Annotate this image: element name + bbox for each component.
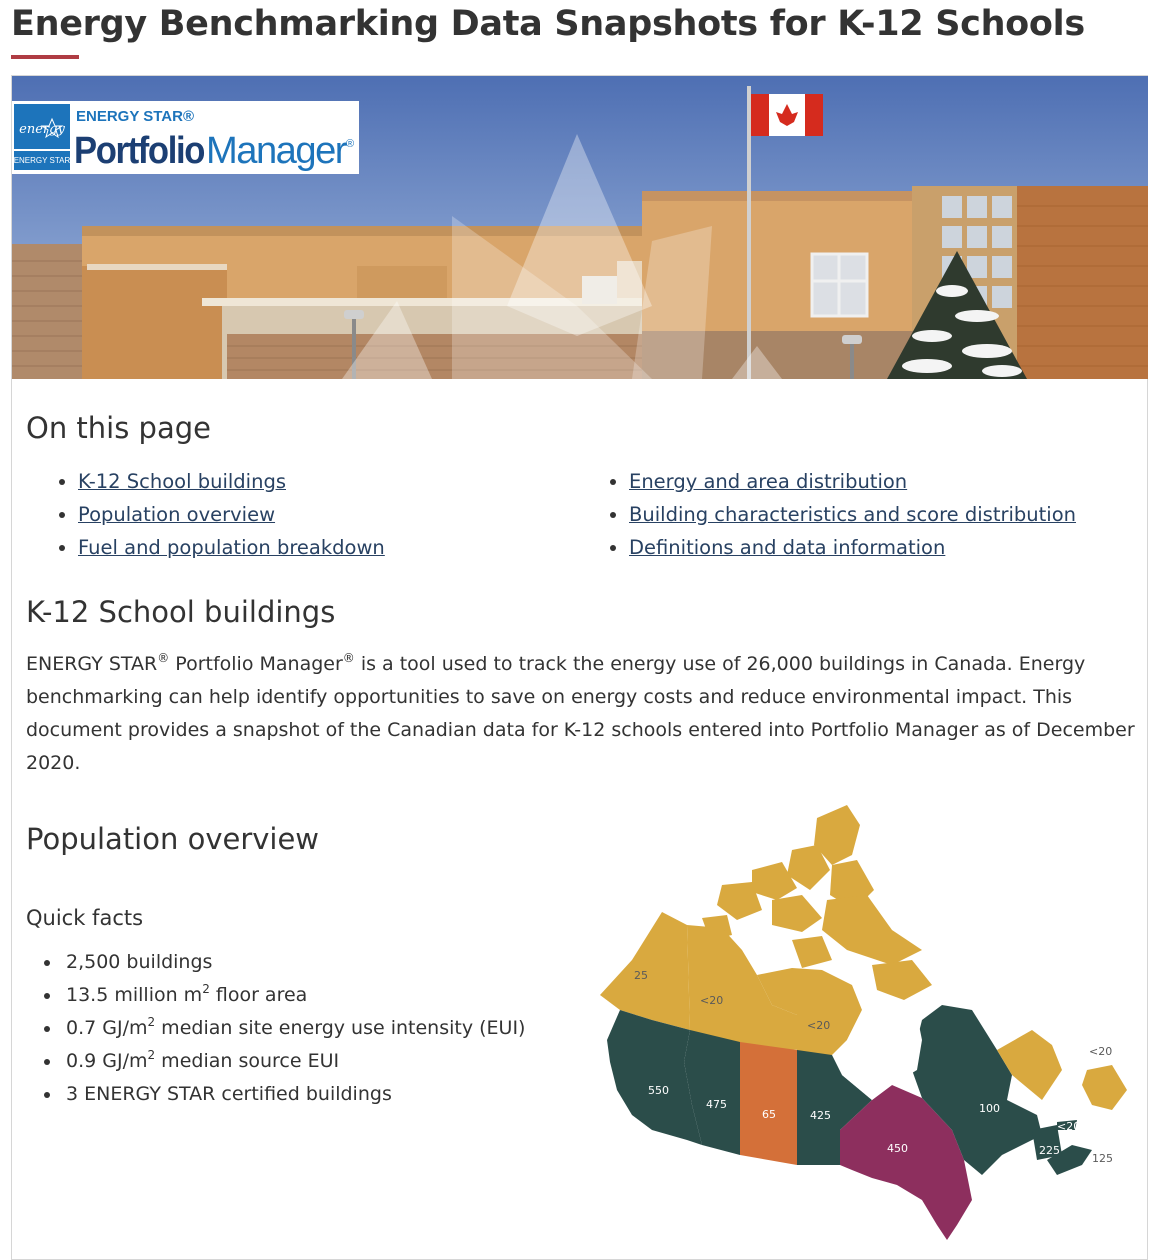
- manager-wordmark: Manager: [206, 130, 348, 172]
- k12-intro-paragraph: ENERGY STAR® Portfolio Manager® is a tool used to track the energy use of 26,000 buildings in Canada. Energy benchmarking can help identify opportunities to save on energy costs and reduce environmental impact. This document provides a snapshot of the Canadian data for K-12 schools entered into Portfolio Manager as of December 2020.: [26, 650, 1135, 774]
- label-ab: 475: [706, 1098, 727, 1111]
- portfolio-manager-logo: [12, 101, 359, 174]
- toc-item: [577, 498, 1076, 531]
- toc-link-fuel-breakdown[interactable]: Fuel and population breakdown: [78, 536, 385, 559]
- portfolio-wordmark: Portfolio: [74, 130, 205, 172]
- toc-item: [26, 465, 385, 498]
- page-title: Energy Benchmarking Data Snapshots for K-12 Schools: [11, 4, 1085, 44]
- label-qc: 100: [979, 1102, 1000, 1115]
- toc-item: [577, 531, 1076, 564]
- label-nunavut: <20: [807, 1019, 831, 1032]
- energy-star-wordmark: ENERGY STAR®: [76, 108, 195, 125]
- toc-link-population-overview[interactable]: Population overview: [78, 503, 276, 526]
- energy-star-script: energy: [19, 122, 65, 137]
- toc-left-list: [26, 465, 385, 564]
- label-sk: 65: [762, 1108, 776, 1121]
- label-pei: <20: [1057, 1120, 1081, 1133]
- label-ns: 125: [1092, 1152, 1113, 1165]
- label-yukon: 25: [634, 969, 648, 982]
- fact-site-eui: 0.7 $GJ/m^2$ median site energy use intensity (EUI): [26, 1012, 525, 1045]
- fact-floor-area: 13.5 million $m^2$ floor area: [26, 979, 525, 1012]
- population-overview-heading: Population overview: [26, 822, 320, 856]
- quick-facts-list: [26, 946, 525, 1111]
- quick-facts-heading: Quick facts: [26, 906, 144, 930]
- toc-link-definitions[interactable]: Definitions and data information: [629, 536, 946, 559]
- label-mb: 425: [810, 1109, 831, 1122]
- toc-link-energy-area-distribution[interactable]: Energy and area distribution: [629, 470, 908, 493]
- fact-buildings: 2,500 buildings: [26, 946, 525, 979]
- label-nl: <20: [1089, 1045, 1113, 1058]
- energy-star-badge-label: ENERGY STAR: [13, 156, 71, 165]
- label-bc: 550: [648, 1084, 669, 1097]
- svg-text:®: ®: [346, 138, 355, 150]
- label-nwt: <20: [700, 994, 724, 1007]
- fact-certified: 3 ENERGY STAR certified buildings: [26, 1078, 525, 1111]
- toc-link-building-characteristics[interactable]: Building characteristics and score distribution: [629, 503, 1077, 526]
- toc-item: [26, 531, 385, 564]
- title-underline: [11, 55, 79, 59]
- fact-source-eui: 0.9 $GJ/m^2$ median source EUI: [26, 1045, 525, 1078]
- canada-map: [592, 800, 1148, 1252]
- newfoundland-island: [1082, 1065, 1127, 1110]
- label-on: 450: [887, 1142, 908, 1155]
- toc-right-list: [577, 465, 1076, 564]
- toc-link-k12-school-buildings[interactable]: K-12 School buildings: [78, 470, 286, 493]
- k12-section-heading: K-12 School buildings: [26, 595, 336, 629]
- toc-item: [577, 465, 1076, 498]
- on-this-page-heading: On this page: [26, 411, 211, 445]
- sk-region: [740, 1042, 797, 1165]
- toc-item: [26, 498, 385, 531]
- label-nb: 225: [1039, 1144, 1060, 1157]
